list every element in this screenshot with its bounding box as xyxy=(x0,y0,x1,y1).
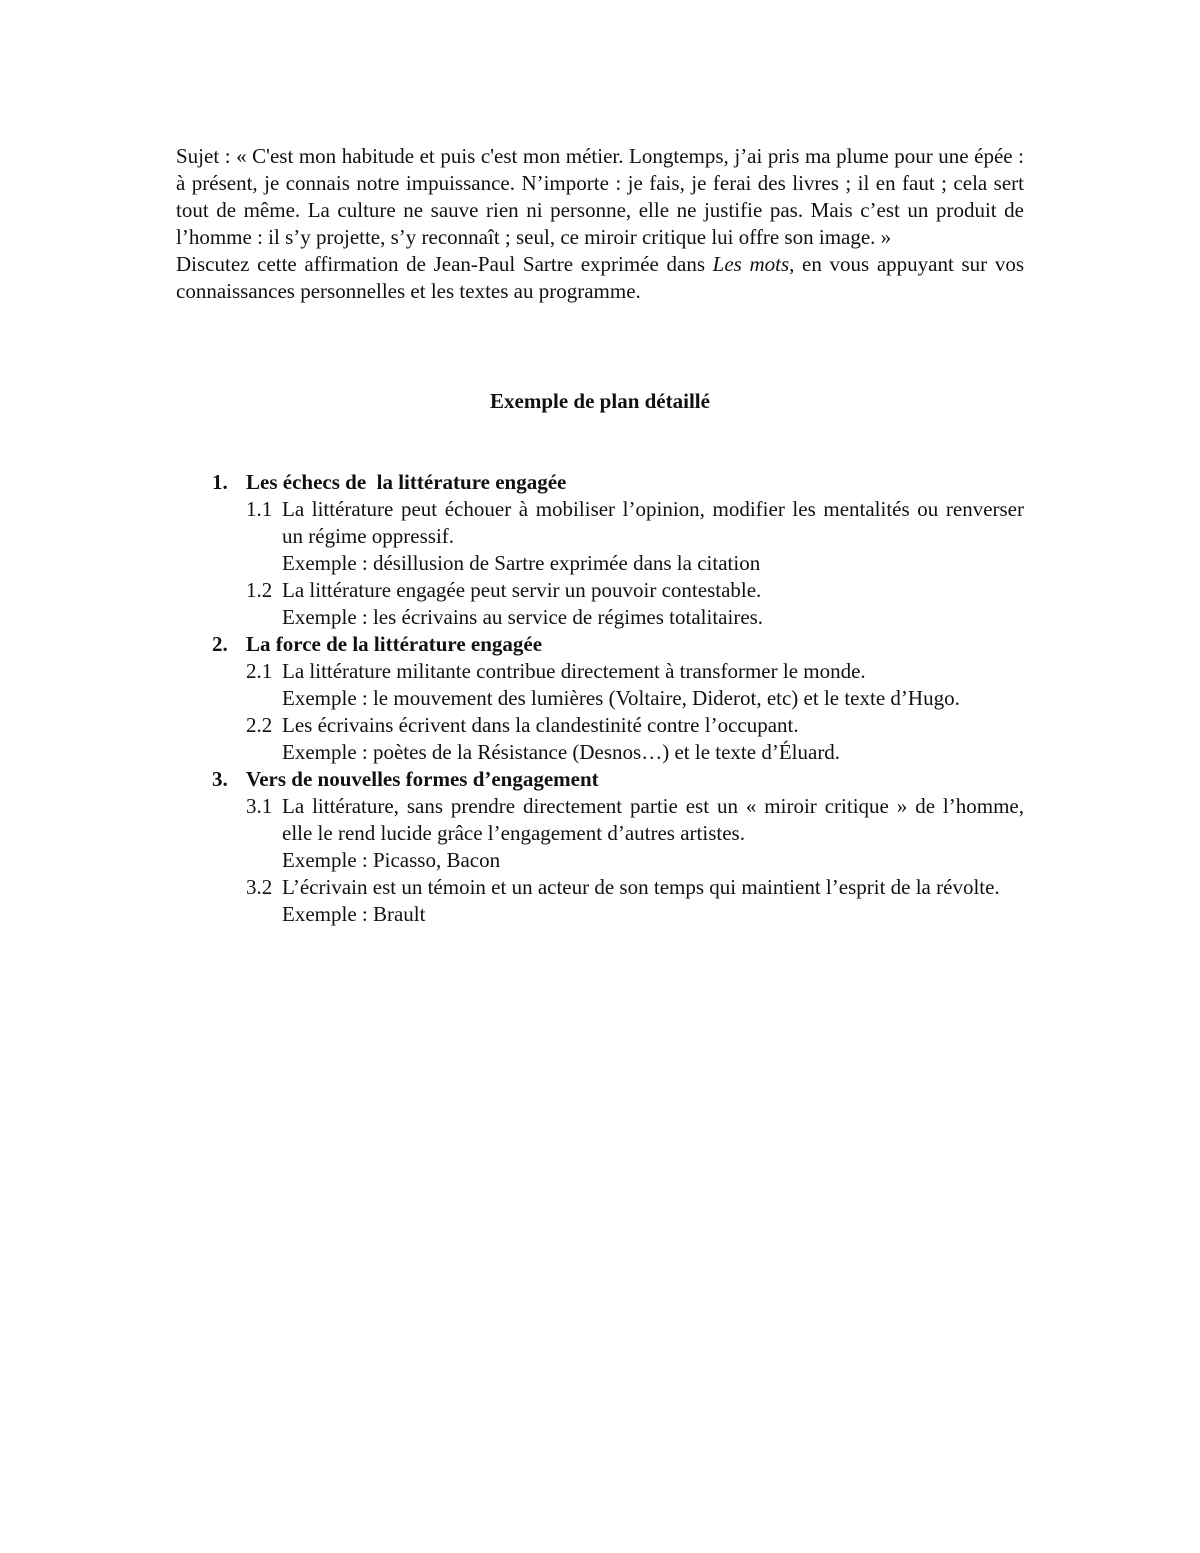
subsection-text: L’écrivain est un témoin et un acteur de son temps qui maintient l’esprit de la révolte. xyxy=(282,875,1000,899)
section-title: Les échecs de la littérature engagée xyxy=(246,470,567,494)
document-page xyxy=(176,143,1024,926)
subsection-2-2 xyxy=(176,712,1024,766)
plan-list xyxy=(176,469,1024,928)
section-title: La force de la littérature engagée xyxy=(246,632,543,656)
subsection-number: 3.2 xyxy=(246,875,273,899)
subsection-number: 1.2 xyxy=(246,578,273,602)
prompt-after: , en vous appuyant sur vos connaissances personnelles et les textes au programme. xyxy=(176,252,1024,303)
plan-title: Exemple de plan détaillé xyxy=(490,389,710,413)
subsection-example: Exemple : les écrivains au service de régimes totalitaires. xyxy=(282,605,764,629)
subsection-example: Exemple : le mouvement des lumières (Voltaire, Diderot, etc) et le texte d’Hugo. xyxy=(282,686,960,710)
section-title: Vers de nouvelles formes d’engagement xyxy=(246,767,599,791)
prompt-before: Discutez cette affirmation de Jean-Paul Sartre exprimée dans xyxy=(176,252,713,276)
subsection-example: Exemple : désillusion de Sartre exprimée dans la citation xyxy=(282,551,761,575)
section-number: 2. xyxy=(212,632,228,656)
subsection-number: 3.1 xyxy=(246,794,273,818)
subsection-example: Exemple : Brault xyxy=(282,902,426,926)
subject-quote: Sujet : « C'est mon habitude et puis c'est mon métier. Longtemps, j’ai pris ma plume pour une épée : à présent, je connais notre impuissance. N’importe : je fais, je ferai des livres ; il en faut ; cela sert tout de même. La culture ne sauve rien ni personne, elle ne justifie pas. Mais c’est un produit de l’homme : il s’y projette, s’y reconnaît ; seul, ce miroir critique lui offre son image. » xyxy=(176,144,1024,249)
section-heading xyxy=(176,469,1024,496)
section-heading xyxy=(176,631,1024,658)
subsection-number: 2.1 xyxy=(246,659,273,683)
section-number: 1. xyxy=(212,470,228,494)
subsection-text: Les écrivains écrivent dans la clandestinité contre l’occupant. xyxy=(282,713,799,737)
subsection-example: Exemple : poètes de la Résistance (Desnos…) et le texte d’Éluard. xyxy=(282,740,841,764)
subsection-text: La littérature militante contribue directement à transformer le monde. xyxy=(282,659,866,683)
work-title: Les mots xyxy=(712,252,790,276)
subsection-number: 1.1 xyxy=(246,497,273,521)
subsection-3-2 xyxy=(176,874,1024,928)
subsection-example: Exemple : Picasso, Bacon xyxy=(282,848,501,872)
subsection-3-1 xyxy=(176,793,1024,874)
plan-section-3 xyxy=(176,766,1024,928)
subsection-text: La littérature, sans prendre directement partie est un « miroir critique » de l’homme, elle le rend lucide grâce l’engagement d’autres artistes. xyxy=(282,794,1024,845)
subsection-text: La littérature engagée peut servir un pouvoir contestable. xyxy=(282,578,762,602)
subsection-1-2 xyxy=(176,577,1024,631)
subsection-number: 2.2 xyxy=(246,713,273,737)
subsection-2-1 xyxy=(176,658,1024,712)
section-heading xyxy=(176,766,1024,793)
subsection-1-1 xyxy=(176,496,1024,577)
section-number: 3. xyxy=(212,767,228,791)
subject-prompt xyxy=(176,251,1024,305)
plan-section-2 xyxy=(176,631,1024,766)
subsection-text: La littérature peut échouer à mobiliser l’opinion, modifier les mentalités ou renverser un régime oppressif. xyxy=(282,497,1024,548)
plan-section-1 xyxy=(176,469,1024,631)
